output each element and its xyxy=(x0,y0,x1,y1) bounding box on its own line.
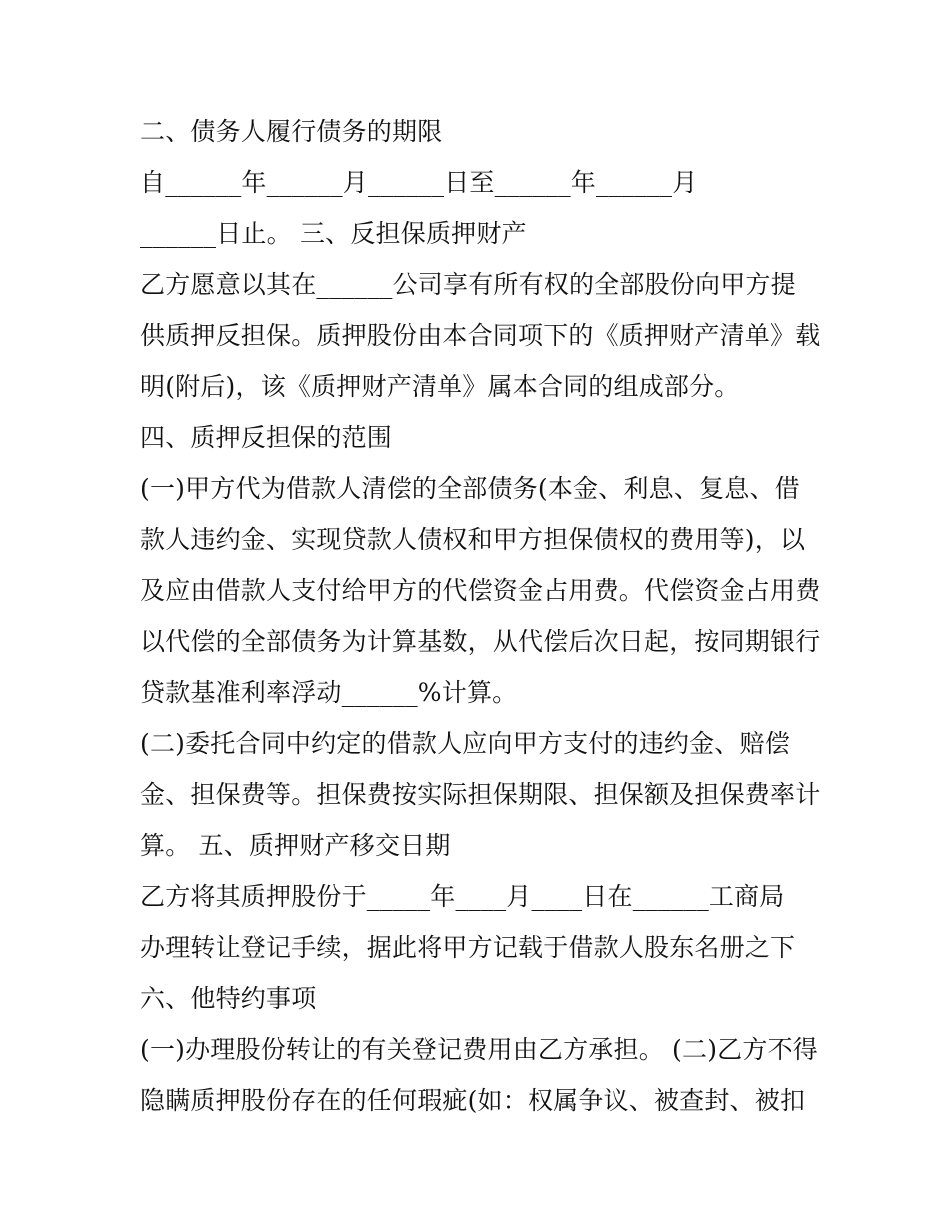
paragraph-line: 以代偿的全部债务为计算基数，从代偿后次日起，按同期银行 xyxy=(140,627,821,656)
section-heading-scope: 四、质押反担保的范围 xyxy=(140,423,393,452)
section-heading-debt-term: 二、债务人履行债务的期限 xyxy=(140,117,443,146)
paragraph-line: (二)委托合同中约定的借款人应向甲方支付的违约金、赔偿 xyxy=(140,729,790,758)
paragraph-line: 办理转让登记手续，据此将甲方记载于借款人股东名册之下 xyxy=(140,933,796,962)
paragraph-line: 隐瞒质押股份存在的任何瑕疵(如：权属争议、被查封、被扣 xyxy=(140,1086,806,1115)
paragraph-line: 贷款基准利率浮动______%计算。 xyxy=(140,678,518,707)
paragraph-line: 金、担保费等。担保费按实际担保期限、担保额及担保费率计 xyxy=(140,780,821,809)
paragraph-line: 乙方将其质押股份于_____年____月____日在______工商局 xyxy=(140,882,785,911)
paragraph-line: (一)办理股份转让的有关登记费用由乙方承担。 (二)乙方不得 xyxy=(140,1035,818,1064)
paragraph-line: 算。 五、质押财产移交日期 xyxy=(140,831,451,860)
paragraph-line: ______日止。 三、反担保质押财产 xyxy=(140,219,527,248)
section-heading-special-terms: 六、他特约事项 xyxy=(140,984,317,1013)
document-body xyxy=(140,106,830,1126)
paragraph-line: 供质押反担保。质押股份由本合同项下的《质押财产清单》载 xyxy=(140,321,821,350)
paragraph-line: (一)甲方代为借款人清偿的全部债务(本金、利息、复息、借 xyxy=(140,474,800,503)
paragraph-line: 乙方愿意以其在______公司享有所有权的全部股份向甲方提 xyxy=(140,270,796,299)
paragraph-line: 及应由借款人支付给甲方的代偿资金占用费。代偿资金占用费 xyxy=(140,576,821,605)
paragraph-line: 明(附后)，该《质押财产清单》属本合同的组成部分。 xyxy=(140,372,740,401)
paragraph-line: 款人违约金、实现贷款人债权和甲方担保债权的费用等)，以 xyxy=(140,525,806,554)
paragraph-line: 自______年______月______日至______年______月 xyxy=(140,168,698,197)
